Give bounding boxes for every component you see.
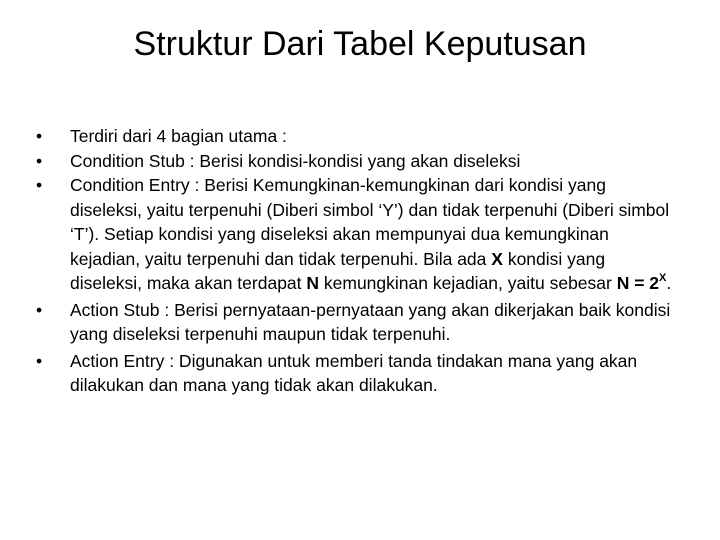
formula-exponent: X — [659, 272, 667, 285]
bullet-item-condition-stub — [36, 149, 676, 174]
bullet-item-condition-entry — [36, 173, 676, 296]
bullet-text: Action Entry : Digunakan untuk memberi tanda tindakan mana yang akan dilakukan dan mana yang tidak akan dilakukan. — [70, 350, 638, 395]
bullet-item-action-entry — [36, 349, 676, 398]
bullet-icon: • — [36, 299, 43, 320]
bullet-list — [36, 124, 676, 398]
bullet-icon: • — [36, 126, 43, 146]
slide-title: Struktur Dari Tabel Keputusan — [133, 25, 587, 63]
bullet-icon: • — [36, 150, 43, 171]
formula — [617, 273, 667, 293]
bullet-text: Action Stub : Berisi pernyataan-pernyataan yang akan dikerjakan baik kondisi yang diseleksi terpenuhi maupun tidak terpenuhi. — [70, 299, 671, 344]
bullet-text: Condition Stub : Berisi kondisi-kondisi yang akan diseleksi — [70, 150, 521, 171]
bullet-text-part4: . — [666, 273, 672, 293]
variable-x: X — [491, 248, 503, 269]
bullet-item-action-stub — [36, 298, 676, 347]
bullet-icon: • — [36, 175, 43, 195]
formula-base: N = 2 — [616, 273, 660, 293]
bullet-text: Terdiri dari 4 bagian utama : — [70, 126, 287, 146]
variable-n: N — [306, 273, 320, 293]
bullet-icon: • — [36, 350, 43, 371]
bullet-text-part1: Condition Entry : Berisi Kemungkinan-kemungkinan dari kondisi yang diseleksi, yaitu terpenuhi (Diberi simbol ‘Y’) dan tidak terpenuhi (Diberi simbol ‘T’). Setiap kondisi yang diseleksi akan mempunyai dua kemungkinan kejadian, yaitu terpenuhi dan tidak terpenuhi. Bila ada — [70, 175, 670, 269]
bullet-text-part2: kondisi yang diseleksi, maka akan terdapat — [70, 248, 606, 293]
bullet-text-part3: kemungkinan kejadian, yaitu sebesar — [319, 273, 617, 293]
bullet-item-parts — [36, 124, 676, 149]
